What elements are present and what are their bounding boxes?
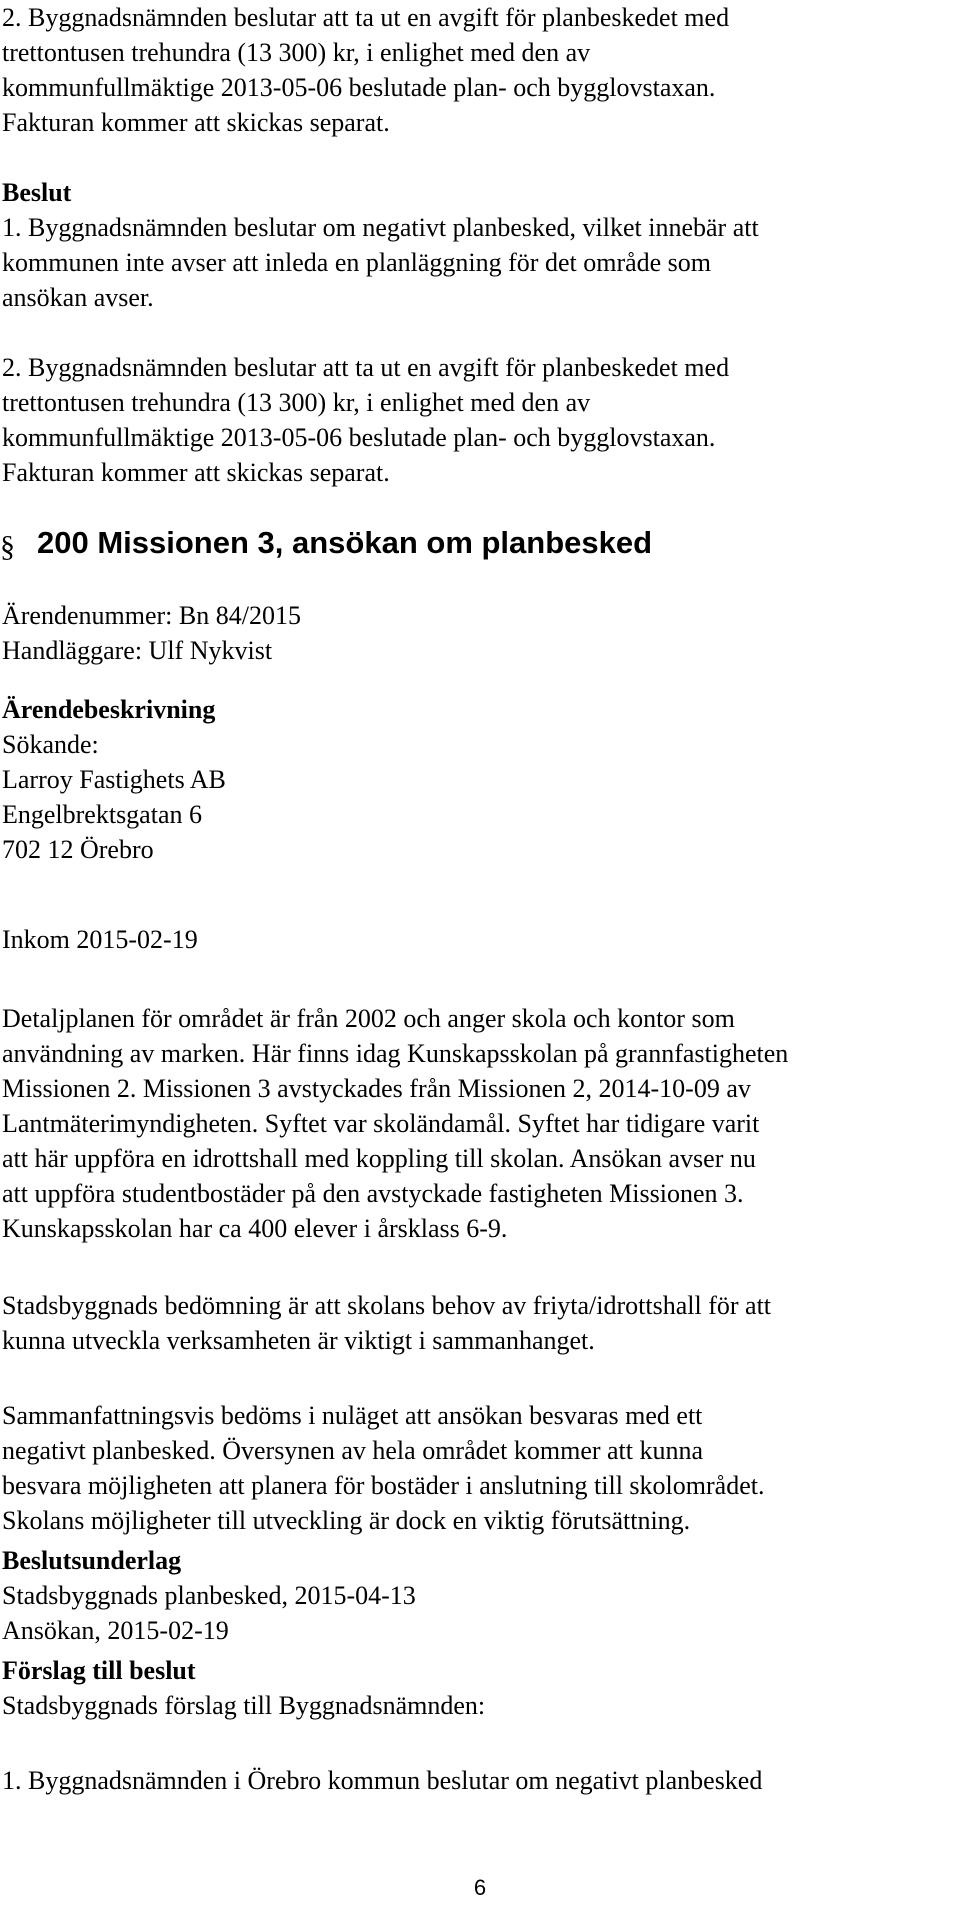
text-line: att här uppföra en idrottshall med koppling till skolan. Ansökan avser nu — [2, 1144, 756, 1173]
received-line: Inkom 2015-02-19 — [2, 925, 198, 954]
case-handler: Handläggare: Ulf Nykvist — [2, 636, 273, 665]
text-line: 1. Byggnadsnämnden beslutar om negativt planbesked, vilket innebär att — [2, 213, 759, 242]
text-line: trettontusen trehundra (13 300) kr, i enlighet med den av — [2, 38, 591, 67]
text-line: negativt planbesked. Översynen av hela området kommer att kunna — [2, 1436, 704, 1465]
description-paragraph-2 — [2, 1288, 957, 1358]
applicant-label: Sökande: — [2, 730, 99, 759]
text-line: trettontusen trehundra (13 300) kr, i enlighet med den av — [2, 388, 591, 417]
text-line: Lantmäterimyndigheten. Syftet var skoländamål. Syftet har tidigare varit — [2, 1109, 760, 1138]
text-line: Fakturan kommer att skickas separat. — [2, 108, 390, 137]
proposal-item-1 — [2, 1763, 957, 1798]
text-line: Kunskapsskolan har ca 400 elever i årsklass 6-9. — [2, 1214, 508, 1243]
beslut-item-2 — [2, 350, 957, 490]
proposal-section — [2, 1653, 957, 1723]
description-heading: Ärendebeskrivning — [2, 695, 216, 724]
description-section — [2, 692, 957, 867]
section-sign-icon: § — [0, 529, 15, 563]
text-line: Fakturan kommer att skickas separat. — [2, 458, 390, 487]
page-number: 6 — [473, 1875, 487, 1900]
basis-line: Ansökan, 2015-02-19 — [2, 1616, 229, 1645]
text-line: Sammanfattningsvis bedöms i nuläget att ansökan besvaras med ett — [2, 1401, 703, 1430]
basis-heading: Beslutsunderlag — [2, 1546, 182, 1575]
text-line: användning av marken. Här finns idag Kunskapsskolan på grannfastigheten — [2, 1039, 789, 1068]
basis-section — [2, 1543, 957, 1648]
beslut-section — [2, 175, 957, 315]
section-title: 200 Missionen 3, ansökan om planbesked — [37, 524, 653, 560]
text-line: kommunfullmäktige 2013-05-06 beslutade plan- och bygglovstaxan. — [2, 73, 716, 102]
basis-line: Stadsbyggnads planbesked, 2015-04-13 — [2, 1581, 416, 1610]
intro-paragraph — [2, 0, 957, 140]
text-line: kommunfullmäktige 2013-05-06 beslutade plan- och bygglovstaxan. — [2, 423, 716, 452]
proposal-heading: Förslag till beslut — [2, 1656, 196, 1685]
description-paragraph-1 — [2, 1001, 957, 1246]
text-line: Skolans möjligheter till utveckling är dock en viktig förutsättning. — [2, 1506, 691, 1535]
text-line: ansökan avser. — [2, 283, 154, 312]
case-info — [2, 598, 957, 668]
text-line: Detaljplanen för området är från 2002 och anger skola och kontor som — [2, 1004, 735, 1033]
text-line: kunna utveckla verksamheten är viktigt i sammanhanget. — [2, 1326, 595, 1355]
text-line: att uppföra studentbostäder på den avstyckade fastigheten Missionen 3. — [2, 1179, 744, 1208]
text-line: besvara möjligheten att planera för bostäder i anslutning till skolområdet. — [2, 1471, 765, 1500]
text-line: Missionen 2. Missionen 3 avstyckades från Missionen 2, 2014-10-09 av — [2, 1074, 751, 1103]
beslut-heading: Beslut — [2, 178, 72, 207]
applicant-line: Larroy Fastighets AB — [2, 765, 226, 794]
proposal-intro: Stadsbyggnads förslag till Byggnadsnämnden: — [2, 1691, 486, 1720]
text-line: 2. Byggnadsnämnden beslutar att ta ut en avgift för planbeskedet med — [2, 3, 730, 32]
section-heading — [0, 517, 652, 567]
text-line: kommunen inte avser att inleda en planläggning för det område som — [2, 248, 712, 277]
description-paragraph-3 — [2, 1398, 957, 1538]
case-number: Ärendenummer: Bn 84/2015 — [2, 601, 301, 630]
applicant-line: 702 12 Örebro — [2, 835, 154, 864]
text-line: 1. Byggnadsnämnden i Örebro kommun beslutar om negativt planbesked — [2, 1766, 763, 1795]
text-line: Stadsbyggnads bedömning är att skolans behov av friyta/idrottshall för att — [2, 1291, 772, 1320]
applicant-line: Engelbrektsgatan 6 — [2, 800, 202, 829]
text-line: 2. Byggnadsnämnden beslutar att ta ut en avgift för planbeskedet med — [2, 353, 730, 382]
received-date — [2, 922, 957, 957]
